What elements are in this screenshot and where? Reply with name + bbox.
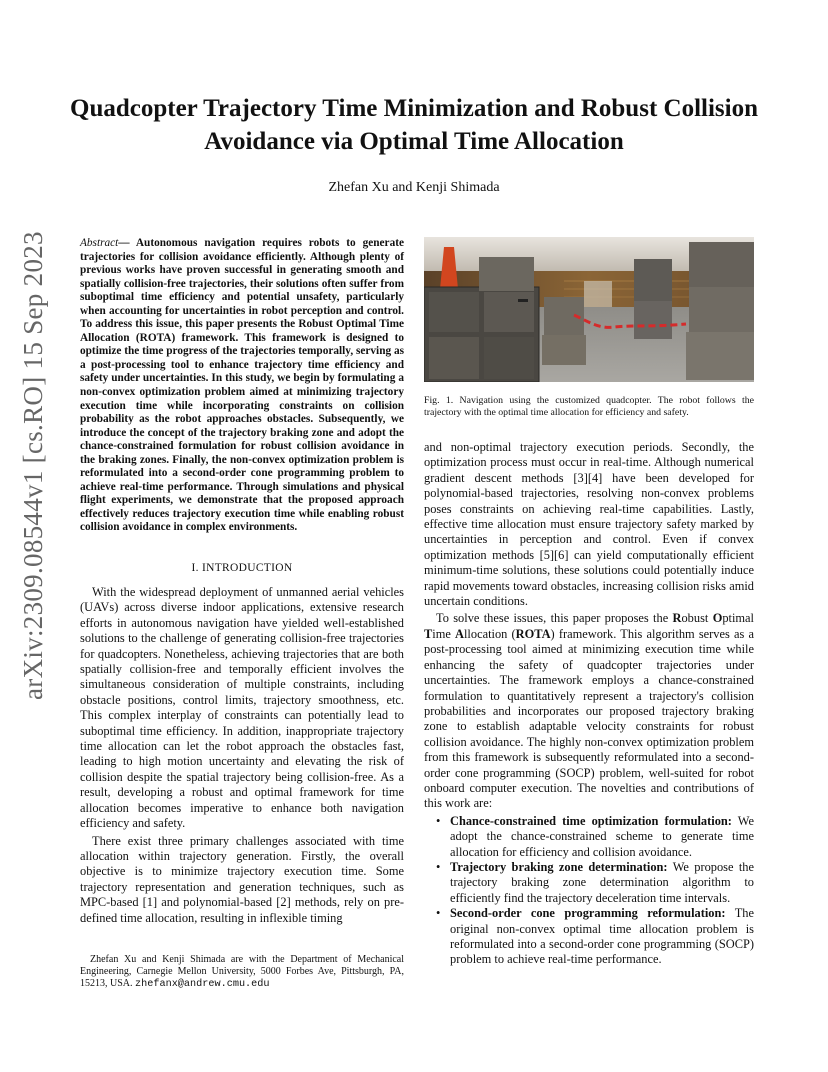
introduction-right-column xyxy=(424,440,754,968)
contribution-item: • Trajectory braking zone determination: We propose the trajectory braking zone determination algorithm to efficiently find the trajectory deceleration time intervals. xyxy=(424,860,754,906)
footnote-affiliation: Zhefan Xu and Kenji Shimada are with the Department of Mechanical Engineering, Carnegie Mellon University, 5000 Forbes Ave, Pittsburgh, PA, 15213, USA. xyxy=(80,954,404,990)
intro-paragraph-2: There exist three primary challenges associated with time allocation within trajectory generation. Firstly, the overall objective is to minimize trajectory execution time. Some trajectory representation and generation techniques, such as MPC-based [1] and polynomial-based [2] methods, rely on pre-defined time allocation, resulting in inflexible timing xyxy=(80,833,404,925)
paper-authors: Zhefan Xu and Kenji Shimada xyxy=(328,180,500,195)
contributions-list xyxy=(424,814,754,968)
abstract xyxy=(80,237,404,535)
quadcopter-icon xyxy=(518,299,528,302)
introduction-left-column xyxy=(80,585,404,926)
figure-1-photo xyxy=(424,237,754,382)
right-paragraph-2: To solve these issues, this paper proposes the Robust Optimal Time Allocation (ROTA) framework. This algorithm serves as a post-processing tool aimed at minimizing execution time while enhancing the safety of quadcopter trajectories under uncertainties. The framework employs a chance-constrained formulation to quantitatively represent a trajectory's collision probabilities and incorporates our proposed trajectory braking zone to establish adaptable velocity constraints for robust collision avoidance. The highly non-convex optimization problem from this framework is subsequently reformulated into a second-order cone programming (SOCP) problem, well-suited for robot onboard computer execution. The novelties and contributions of this work are: xyxy=(424,611,754,811)
abstract-label: Abstract xyxy=(80,237,119,249)
right-paragraph-1: and non-optimal trajectory execution periods. Secondly, the optimization process must occur in real-time. Although numerical gradient descent methods [3][4] have been developed for polynomial-based trajectories, resolving non-convex problems poses constraints on achieving real-time capabilities. Lastly, effective time allocation must ensure trajectory safety marked by uncertainties in perception and control. Even if convex optimization methods [5][6] can yield computationally efficient minimum-time solutions, these solutions could potentially induce rapid movements toward obstacles, increasing collision risks amid uncertain conditions. xyxy=(424,440,754,609)
section-heading-introduction: I. INTRODUCTION xyxy=(191,562,293,574)
figure-1-caption: Fig. 1. Navigation using the customized quadcopter. The robot follows the trajectory with the optimal time allocation for efficiency and safety. xyxy=(424,395,754,418)
quadcopter-navigation-scene xyxy=(424,237,754,382)
contribution-item: • Chance-constrained time optimization formulation: We adopt the chance-constrained scheme to generate time allocation for efficiency and collision avoidance. xyxy=(424,814,754,860)
footnote-email: zhefanx@andrew.cmu.edu xyxy=(135,979,270,991)
contribution-item: • Second-order cone programming reformulation: The original non-convex optimal time allocation problem is reformulated into a second-order cone programming (SOCP) problem to achieve real-time performance. xyxy=(424,906,754,968)
arxiv-identifier: arXiv:2309.08544v1 [cs.RO] 15 Sep 2023 xyxy=(18,231,48,700)
paper-title: Quadcopter Trajectory Time Minimization and Robust Collision Avoidance via Optimal Time Allocation xyxy=(70,95,758,155)
abstract-body: — Autonomous navigation requires robots to generate trajectories for collision avoidance efficiently. Although plenty of previous works have proven successful in generating smooth and spatially collision-free trajectories, their solutions often suffer from suboptimal time efficiency and potential unsafety, particularly when accounting for uncertainties in robot perception and control. To address this issue, this paper presents the Robust Optimal Time Allocation (ROTA) framework. This framework is designed to optimize the time progress of the trajectories temporally, serving as a post-processing tool to enhance trajectory time efficiency and safety under uncertainties. In this study, we begin by formulating a non-convex optimization problem aimed at minimizing trajectory execution time while incorporating constraints on collision probability as the robot approaches obstacles. Subsequently, we introduce the concept of the trajectory braking zone and adopt the chance-constrained formulation for robust collision avoidance in the braking zones. Finally, the non-convex optimization problem is reformulated into a second-order cone programming problem to achieve real-time performance. Through simulations and physical flight experiments, we demonstrate that the proposed approach effectively reduces trajectory execution time while enabling robust collision avoidance in complex environments. xyxy=(80,237,404,534)
intro-paragraph-1: With the widespread deployment of unmanned aerial vehicles (UAVs) across diverse indoor applications, extensive research efforts in autonomous navigation have yielded well-established solutions to the challenge of generating collision-free trajectories for quadcopters. Nonetheless, achieving trajectories that are both spatially collision-free and temporally efficient involves the simultaneous consideration of multiple constraints, including obstacle positions, control limits, trajectory smoothness, etc. This complex interplay of constraints can potentially lead to suboptimal time efficiency. In addition, inappropriate trajectory time allocation can let the robot approach the obstacles fast, leading to high motion uncertainty and elevating the risk of collision despite the spatial trajectory being collision-free. As a result, developing a robust and optimal framework for time allocation becomes imperative to enhance both navigation efficiency and safety. xyxy=(80,585,404,831)
author-footnote xyxy=(80,954,404,992)
